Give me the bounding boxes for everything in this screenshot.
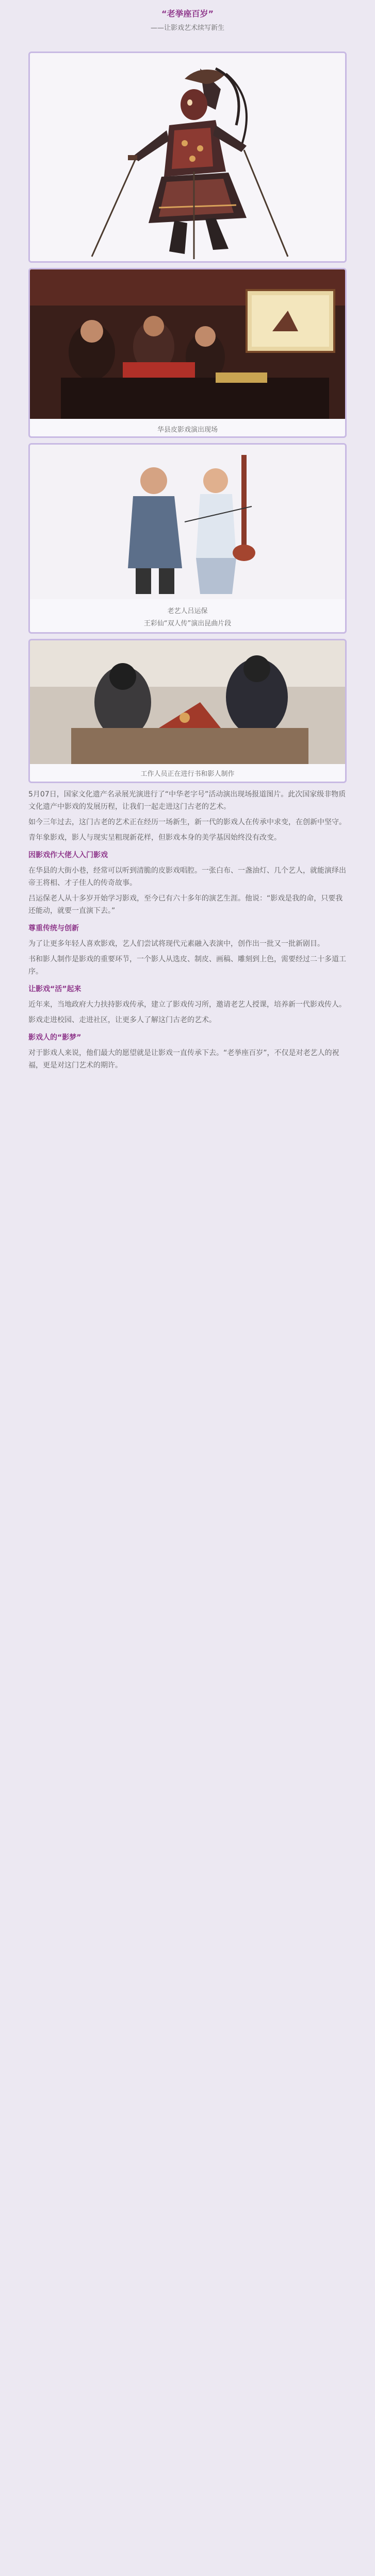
photo-frame-puppet [28,52,347,263]
article-paragraph: 吕运保老人从十多岁开始学习影戏，至今已有六十多年的演艺生涯。他说：“影戏是我的命，只要我还能动，就要一直演下去。” [28,894,343,915]
section-heading: 让影戏“活”起来 [28,985,81,993]
article-paragraph: 书和影人制作是影戏的重要环节，一个影人从选皮、制皮、画稿、雕刻到上色，需要经过二十多道工序。 [28,955,346,976]
article-paragraph: 青年象影戏，影人与现实呈粗现新花样，但影戏本身的美学基因始终没有改变。 [28,834,281,842]
section-heading: 因影戏作大佬人入门影戏 [28,851,108,859]
performers-image [30,445,347,599]
workshop-caption: 工作人员正在进行书和影人制作 [140,770,235,778]
article-body [28,788,347,2035]
photo-frame-performers [28,443,347,634]
article-paragraph: 影戏走进校园、走进社区，让更多人了解这门古老的艺术。 [28,1016,216,1024]
page-subtitle: ——让影戏艺术续写新生 [150,24,224,32]
performance-scene-image [30,269,347,419]
page-title: “老挙座百岁” [161,9,214,19]
section-heading: 影戏人的“影梦” [28,1033,81,1042]
article-paragraph: 在华县的大街小巷，经常可以听到清脆的皮影戏唱腔。一张白布、一盏油灯、几个艺人，就能演绎出帝王将相、才子佳人的传奇故事。 [28,867,346,887]
article-paragraph: 近年来，当地政府大力扶持影戏传承，建立了影戏传习所，邀请老艺人授课，培养新一代影戏传人。 [28,1001,346,1009]
photo-frame-performance [28,268,347,438]
performers-caption-line1: 老艺人吕运保 [167,607,208,615]
performers-caption-line2: 王彩仙“双人传”演出昆曲片段 [143,620,232,628]
performance-caption: 华县皮影戏演出现场 [157,426,218,434]
article-paragraph: 对于影戏人来说，他们最大的愿望就是让影戏一直传承下去。“老挙座百岁”，不仅是对老艺人的祝福，更是对这门艺术的期许。 [28,1049,339,1070]
photo-frame-workshop [28,639,347,783]
title-card [28,7,347,48]
shadow-puppet-image [30,53,347,263]
article-paragraph: 如今三年过去，这门古老的艺术正在经历一场新生，新一代的影戏人在传承中求变，在创新中坚守。 [28,818,346,826]
section-heading: 尊重传统与创新 [28,924,79,933]
article-paragraph: 5月07日，国家文化遗产名录展光演进行了“中华老字号”活动演出现场报道图片。此次国家级非物质文化遗产中影戏的发展历程，让我们一起走进这门古老的艺术。 [28,790,346,811]
workshop-image [30,640,347,764]
article-paragraph: 为了让更多年轻人喜欢影戏，艺人们尝试将现代元素融入表演中，创作出一批又一批新剧目。 [28,940,324,948]
